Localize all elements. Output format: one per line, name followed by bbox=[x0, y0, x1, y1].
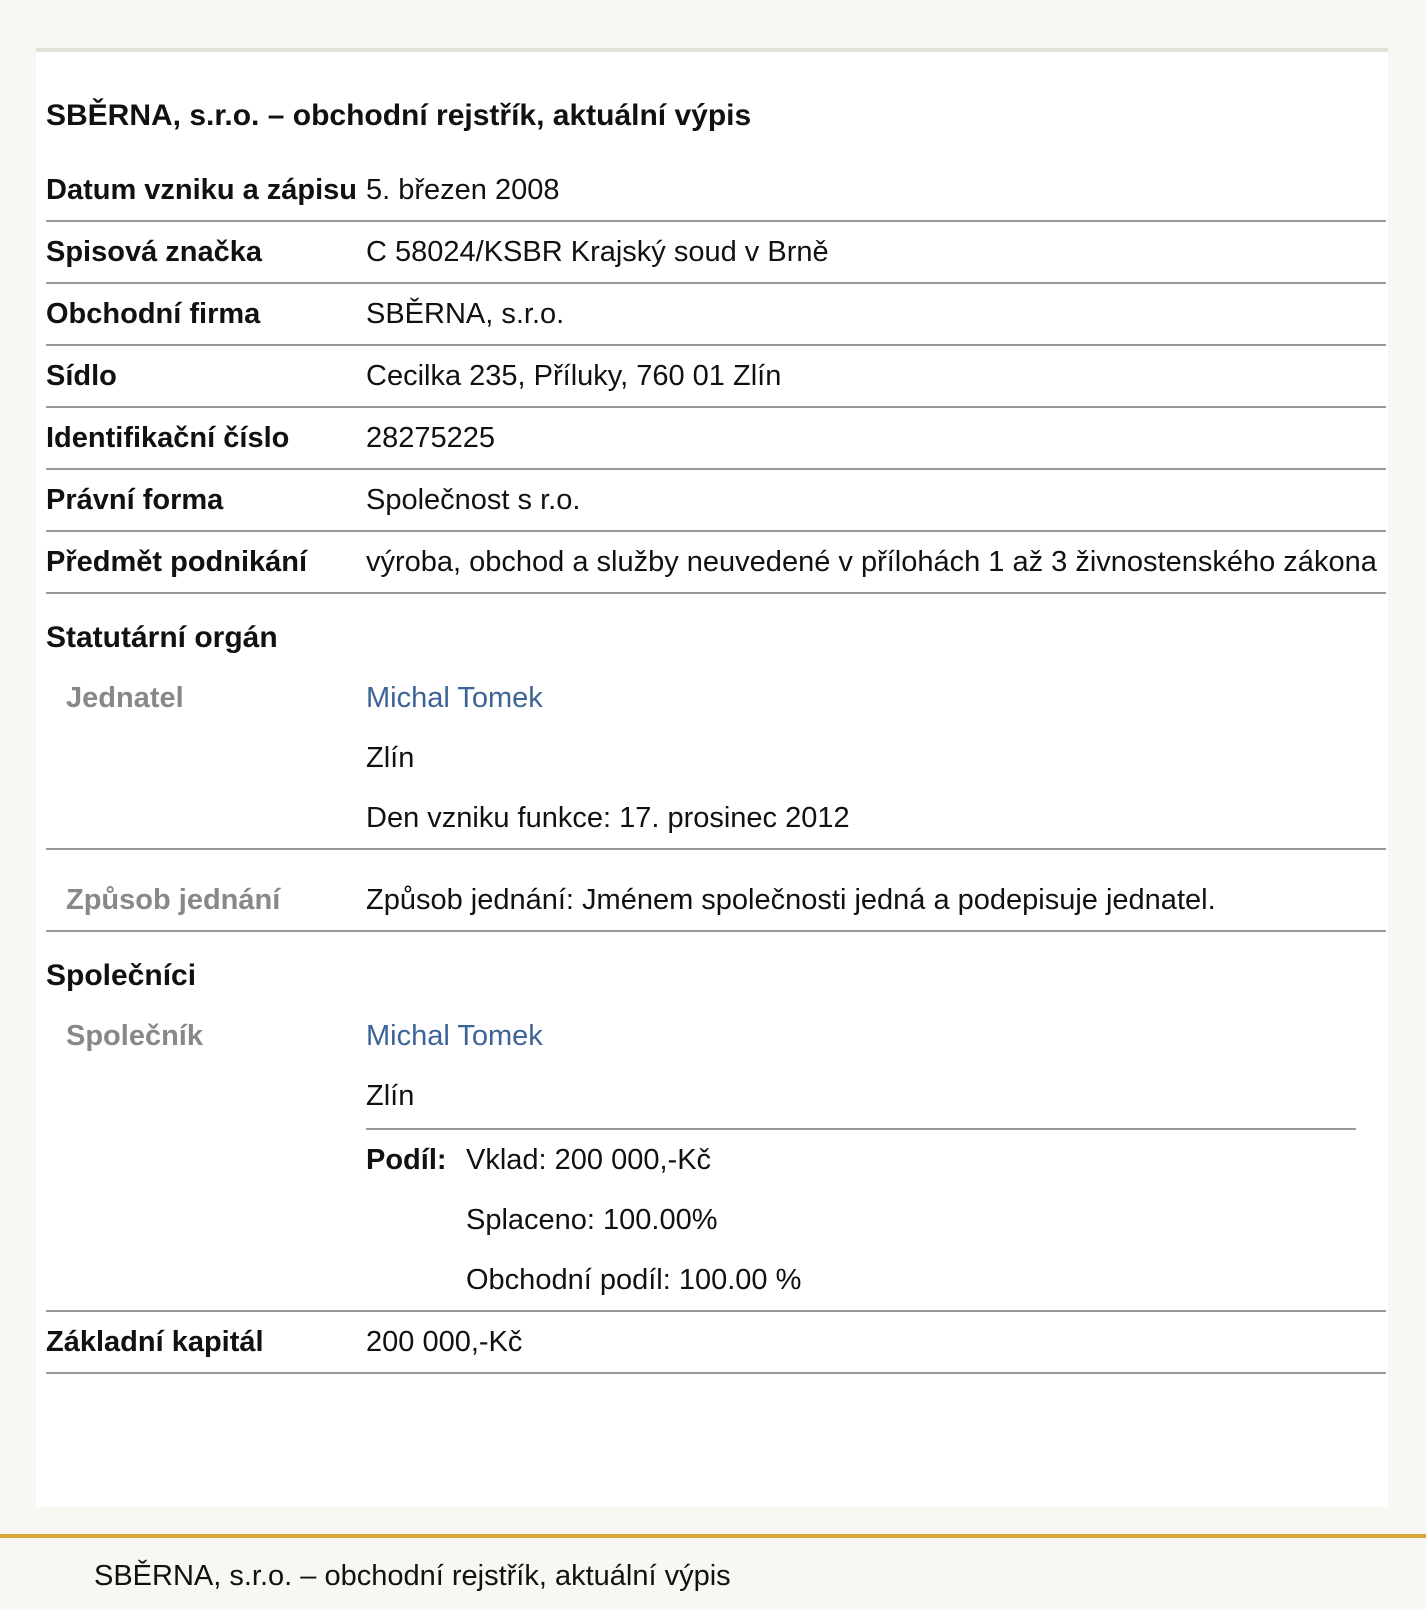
method-row bbox=[46, 850, 1386, 932]
capital-value: 200 000,-Kč bbox=[366, 1326, 523, 1358]
partner-label: Společník bbox=[66, 1020, 203, 1052]
jednatel-city: Zlín bbox=[366, 742, 415, 774]
row-label: Právní forma bbox=[46, 484, 224, 516]
row-value: Společnost s r.o. bbox=[366, 484, 581, 516]
partners-heading: Společníci bbox=[46, 959, 197, 992]
row-business-subject bbox=[46, 532, 1386, 594]
row-label: Spisová značka bbox=[46, 236, 262, 268]
jednatel-row bbox=[46, 668, 1386, 850]
row-founding-date bbox=[46, 160, 1386, 222]
share-block bbox=[366, 1128, 1356, 1310]
row-label: Datum vzniku a zápisu bbox=[46, 174, 358, 206]
row-label: Obchodní firma bbox=[46, 298, 261, 330]
method-label: Způsob jednání bbox=[66, 884, 281, 916]
jednatel-name-link[interactable]: Michal Tomek bbox=[366, 682, 543, 714]
jednatel-since: Den vzniku funkce: 17. prosinec 2012 bbox=[366, 802, 850, 834]
row-value: 5. březen 2008 bbox=[366, 174, 560, 206]
method-value: Způsob jednání: Jménem společnosti jedná a podepisuje jednatel. bbox=[366, 884, 1216, 916]
partner-city: Zlín bbox=[366, 1080, 415, 1112]
register-table bbox=[46, 160, 1386, 1374]
row-value: SBĚRNA, s.r.o. bbox=[366, 298, 565, 330]
statutory-heading: Statutární orgán bbox=[46, 621, 278, 654]
row-value: C 58024/KSBR Krajský soud v Brně bbox=[366, 236, 829, 268]
share-label: Podíl: bbox=[366, 1144, 447, 1176]
row-seat bbox=[46, 346, 1386, 408]
capital-label: Základní kapitál bbox=[46, 1326, 264, 1358]
row-value: 28275225 bbox=[366, 422, 496, 454]
row-label: Identifikační číslo bbox=[46, 422, 290, 454]
row-label: Předmět podnikání bbox=[46, 546, 308, 578]
share-paid: Splaceno: 100.00% bbox=[466, 1204, 718, 1236]
jednatel-label: Jednatel bbox=[66, 682, 184, 714]
row-company-name bbox=[46, 284, 1386, 346]
row-capital bbox=[46, 1312, 1386, 1374]
share-business: Obchodní podíl: 100.00 % bbox=[466, 1264, 802, 1296]
register-extract-panel bbox=[36, 48, 1388, 1507]
row-value: výroba, obchod a služby neuvedené v přílohách 1 až 3 živnostenského zákona bbox=[366, 546, 1377, 578]
partner-name-link[interactable]: Michal Tomek bbox=[366, 1020, 543, 1052]
row-id-number bbox=[46, 408, 1386, 470]
row-file-number bbox=[46, 222, 1386, 284]
row-value: Cecilka 235, Příluky, 760 01 Zlín bbox=[366, 360, 782, 392]
partner-row bbox=[46, 1006, 1386, 1312]
footer-title: SBĚRNA, s.r.o. – obchodní rejstřík, aktuální výpis bbox=[94, 1560, 731, 1592]
row-label: Sídlo bbox=[46, 360, 117, 392]
share-deposit: Vklad: 200 000,-Kč bbox=[466, 1144, 712, 1176]
page-title: SBĚRNA, s.r.o. – obchodní rejstřík, aktuální výpis bbox=[46, 99, 752, 132]
row-legal-form bbox=[46, 470, 1386, 532]
footer-bar bbox=[0, 1534, 1426, 1610]
